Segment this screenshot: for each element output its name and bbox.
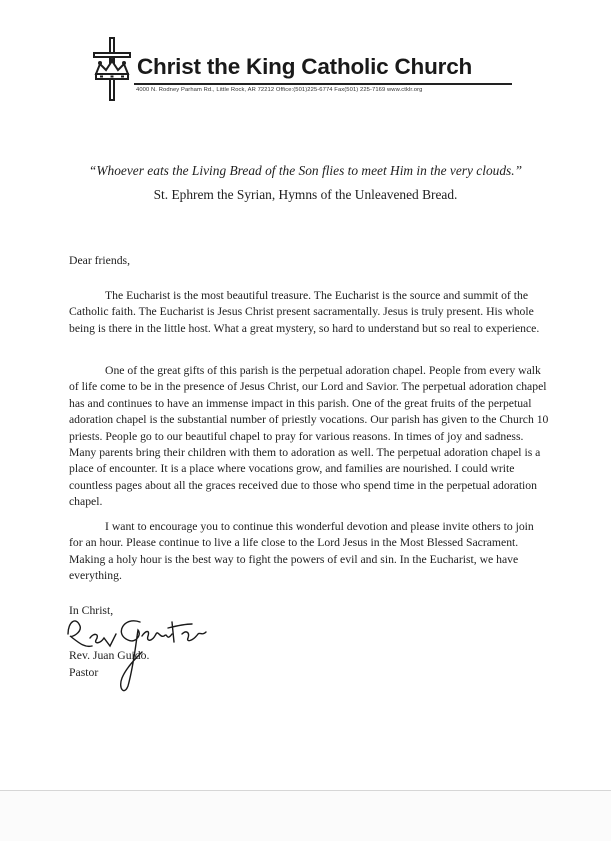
letter-paragraph: One of the great gifts of this parish is the perpetual adoration chapel. People from every walk of life come to be in the presence of Jesus Christ, our Lord and Savior. The perpetual adoration chapel has and continues to have an immense impact in this parish. One of the great fruits of the perpetual adoration chapel is the substantial number of priestly vocations. Our parish has given to the Church 10 priests. People go to our beautiful chapel to pray for various reasons. In times of joy and sadness. Many parents bring their children with them to adoration as well. The perpetual adoration chapel is a place of encounter. It is a place where vocations grow, and families are nourished. I could write countless pages about all the graces received due to those who spend time in the perpetual adoration chapel. (69, 364, 549, 509)
letter-paragraph: I want to encourage you to continue this wonderful devotion and please invite others to join for an hour. Please continue to live a life close to the Lord Jesus in the Most Blessed Sacrament. Making a holy hour is the best way to fight the powers of evil and sin. In the Eucharist, we have everything. (69, 520, 534, 583)
church-name: Christ the King Catholic Church (137, 54, 473, 79)
scan-margin (0, 791, 611, 841)
letter-closing: In Christ, (69, 604, 114, 617)
letter-greeting: Dear friends, (69, 254, 131, 267)
signer-title: Pastor (69, 666, 99, 679)
epigraph-quote: “Whoever eats the Living Bread of the Son flies to meet Him in the very clouds.” (88, 163, 523, 178)
epigraph-source: St. Ephrem the Syrian, Hymns of the Unleavened Bread. (153, 187, 458, 202)
church-address: 4000 N. Rodney Parham Rd., Little Rock, AR 72212 Office:(501)225-6774 Fax(501) 225-7169 www.ctklr.org (136, 87, 423, 93)
letter-paragraph: The Eucharist is the most beautiful treasure. The Eucharist is the source and summit of the Catholic faith. The Eucharist is Jesus Christ present sacramentally. Jesus is truly present. His whole being is there in the little host. What a great mystery, so hard to understand but so real to experience. (69, 289, 540, 335)
cross-crown-logo-icon (90, 36, 136, 102)
letterhead (90, 36, 520, 104)
signer-name: Rev. Juan Guido. (69, 649, 150, 662)
letterhead-divider (134, 83, 512, 85)
